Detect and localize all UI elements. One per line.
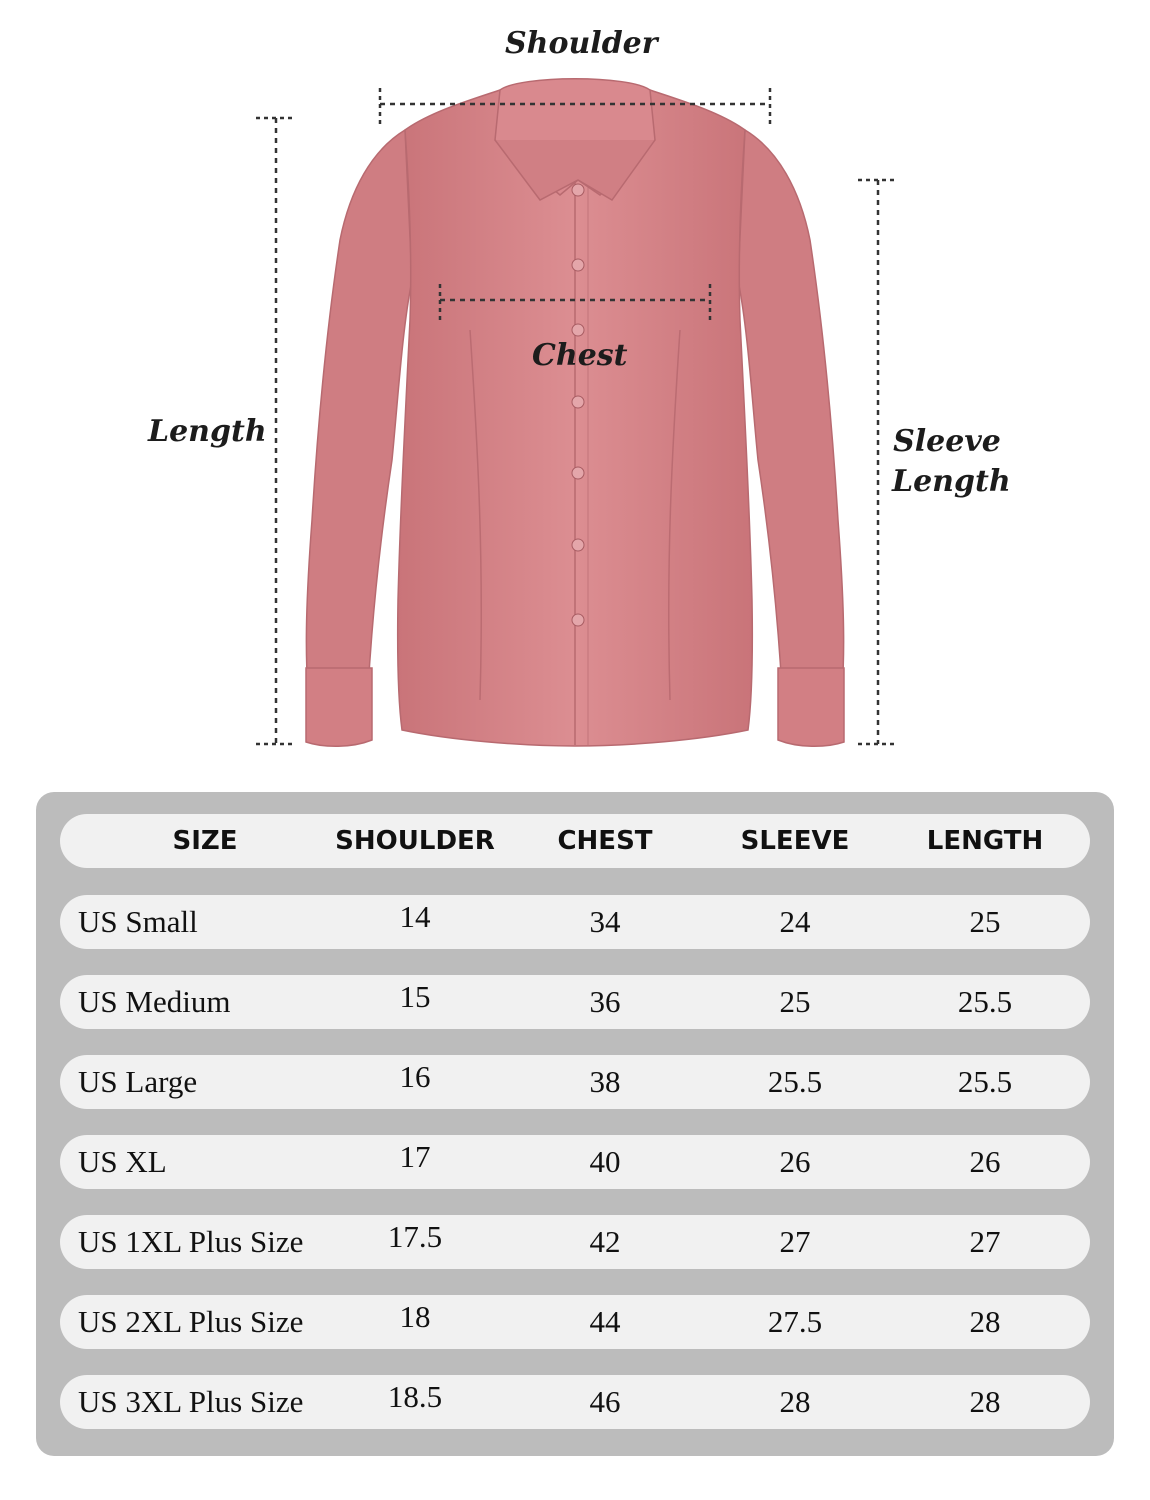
size-cell: US 2XL Plus Size [78,1304,304,1339]
right-sleeve [738,130,844,690]
shoulder-cell: 16 [399,1059,431,1094]
right-cuff [778,668,844,746]
chest-cell: 46 [589,1384,621,1419]
header-chest: CHEST [557,826,653,856]
size-cell: US 1XL Plus Size [78,1224,304,1259]
table-row [60,1055,1090,1109]
length-cell: 26 [969,1144,1001,1179]
chest-cell: 34 [589,904,621,939]
chest-cell: 36 [589,984,621,1019]
sleeve-cell: 27 [779,1224,811,1259]
header-length: LENGTH [926,826,1044,856]
sleeve-cell: 25 [779,984,811,1019]
length-cell: 25.5 [957,984,1013,1019]
header-size: SIZE [172,826,238,856]
shoulder-cell: 18.5 [387,1379,443,1414]
table-row [60,895,1090,949]
size-cell: US XL [78,1144,167,1179]
size-cell: US 3XL Plus Size [78,1384,304,1419]
sleeve-label-line2: Length [892,464,1011,499]
chest-cell: 44 [589,1304,621,1339]
shoulder-label: Shoulder [505,26,658,61]
table-row [60,975,1090,1029]
header-shoulder: SHOULDER [335,826,495,856]
table-row [60,1215,1090,1269]
sleeve-cell: 25.5 [767,1064,823,1099]
chest-cell: 40 [589,1144,621,1179]
sleeve-cell: 28 [779,1384,811,1419]
length-label: Length [148,414,267,449]
size-chart-table [36,792,1114,1456]
sleeve-length-label [892,422,1011,502]
size-cell: US Large [78,1064,198,1099]
length-cell: 25 [969,904,1001,939]
left-cuff [306,668,372,746]
table-row [60,1375,1090,1429]
sleeve-cell: 26 [779,1144,811,1179]
chest-label: Chest [532,338,628,373]
shoulder-cell: 17.5 [387,1219,443,1254]
shoulder-cell: 17 [399,1139,431,1174]
shoulder-cell: 14 [399,899,431,934]
length-cell: 28 [969,1304,1001,1339]
length-cell: 27 [969,1224,1001,1259]
size-cell: US Small [78,904,198,939]
chest-cell: 38 [589,1064,621,1099]
sleeve-cell: 27.5 [767,1304,823,1339]
table-header-row [60,814,1090,868]
length-cell: 25.5 [957,1064,1013,1099]
size-cell: US Medium [78,984,231,1019]
left-sleeve [306,130,412,690]
length-cell: 28 [969,1384,1001,1419]
table-row [60,1295,1090,1349]
shoulder-cell: 15 [399,979,431,1014]
shoulder-cell: 18 [399,1299,431,1334]
sleeve-cell: 24 [779,904,811,939]
header-sleeve: SLEEVE [740,826,850,856]
table-row [60,1135,1090,1189]
sleeve-label-line1: Sleeve [893,424,1001,459]
chest-cell: 42 [589,1224,621,1259]
